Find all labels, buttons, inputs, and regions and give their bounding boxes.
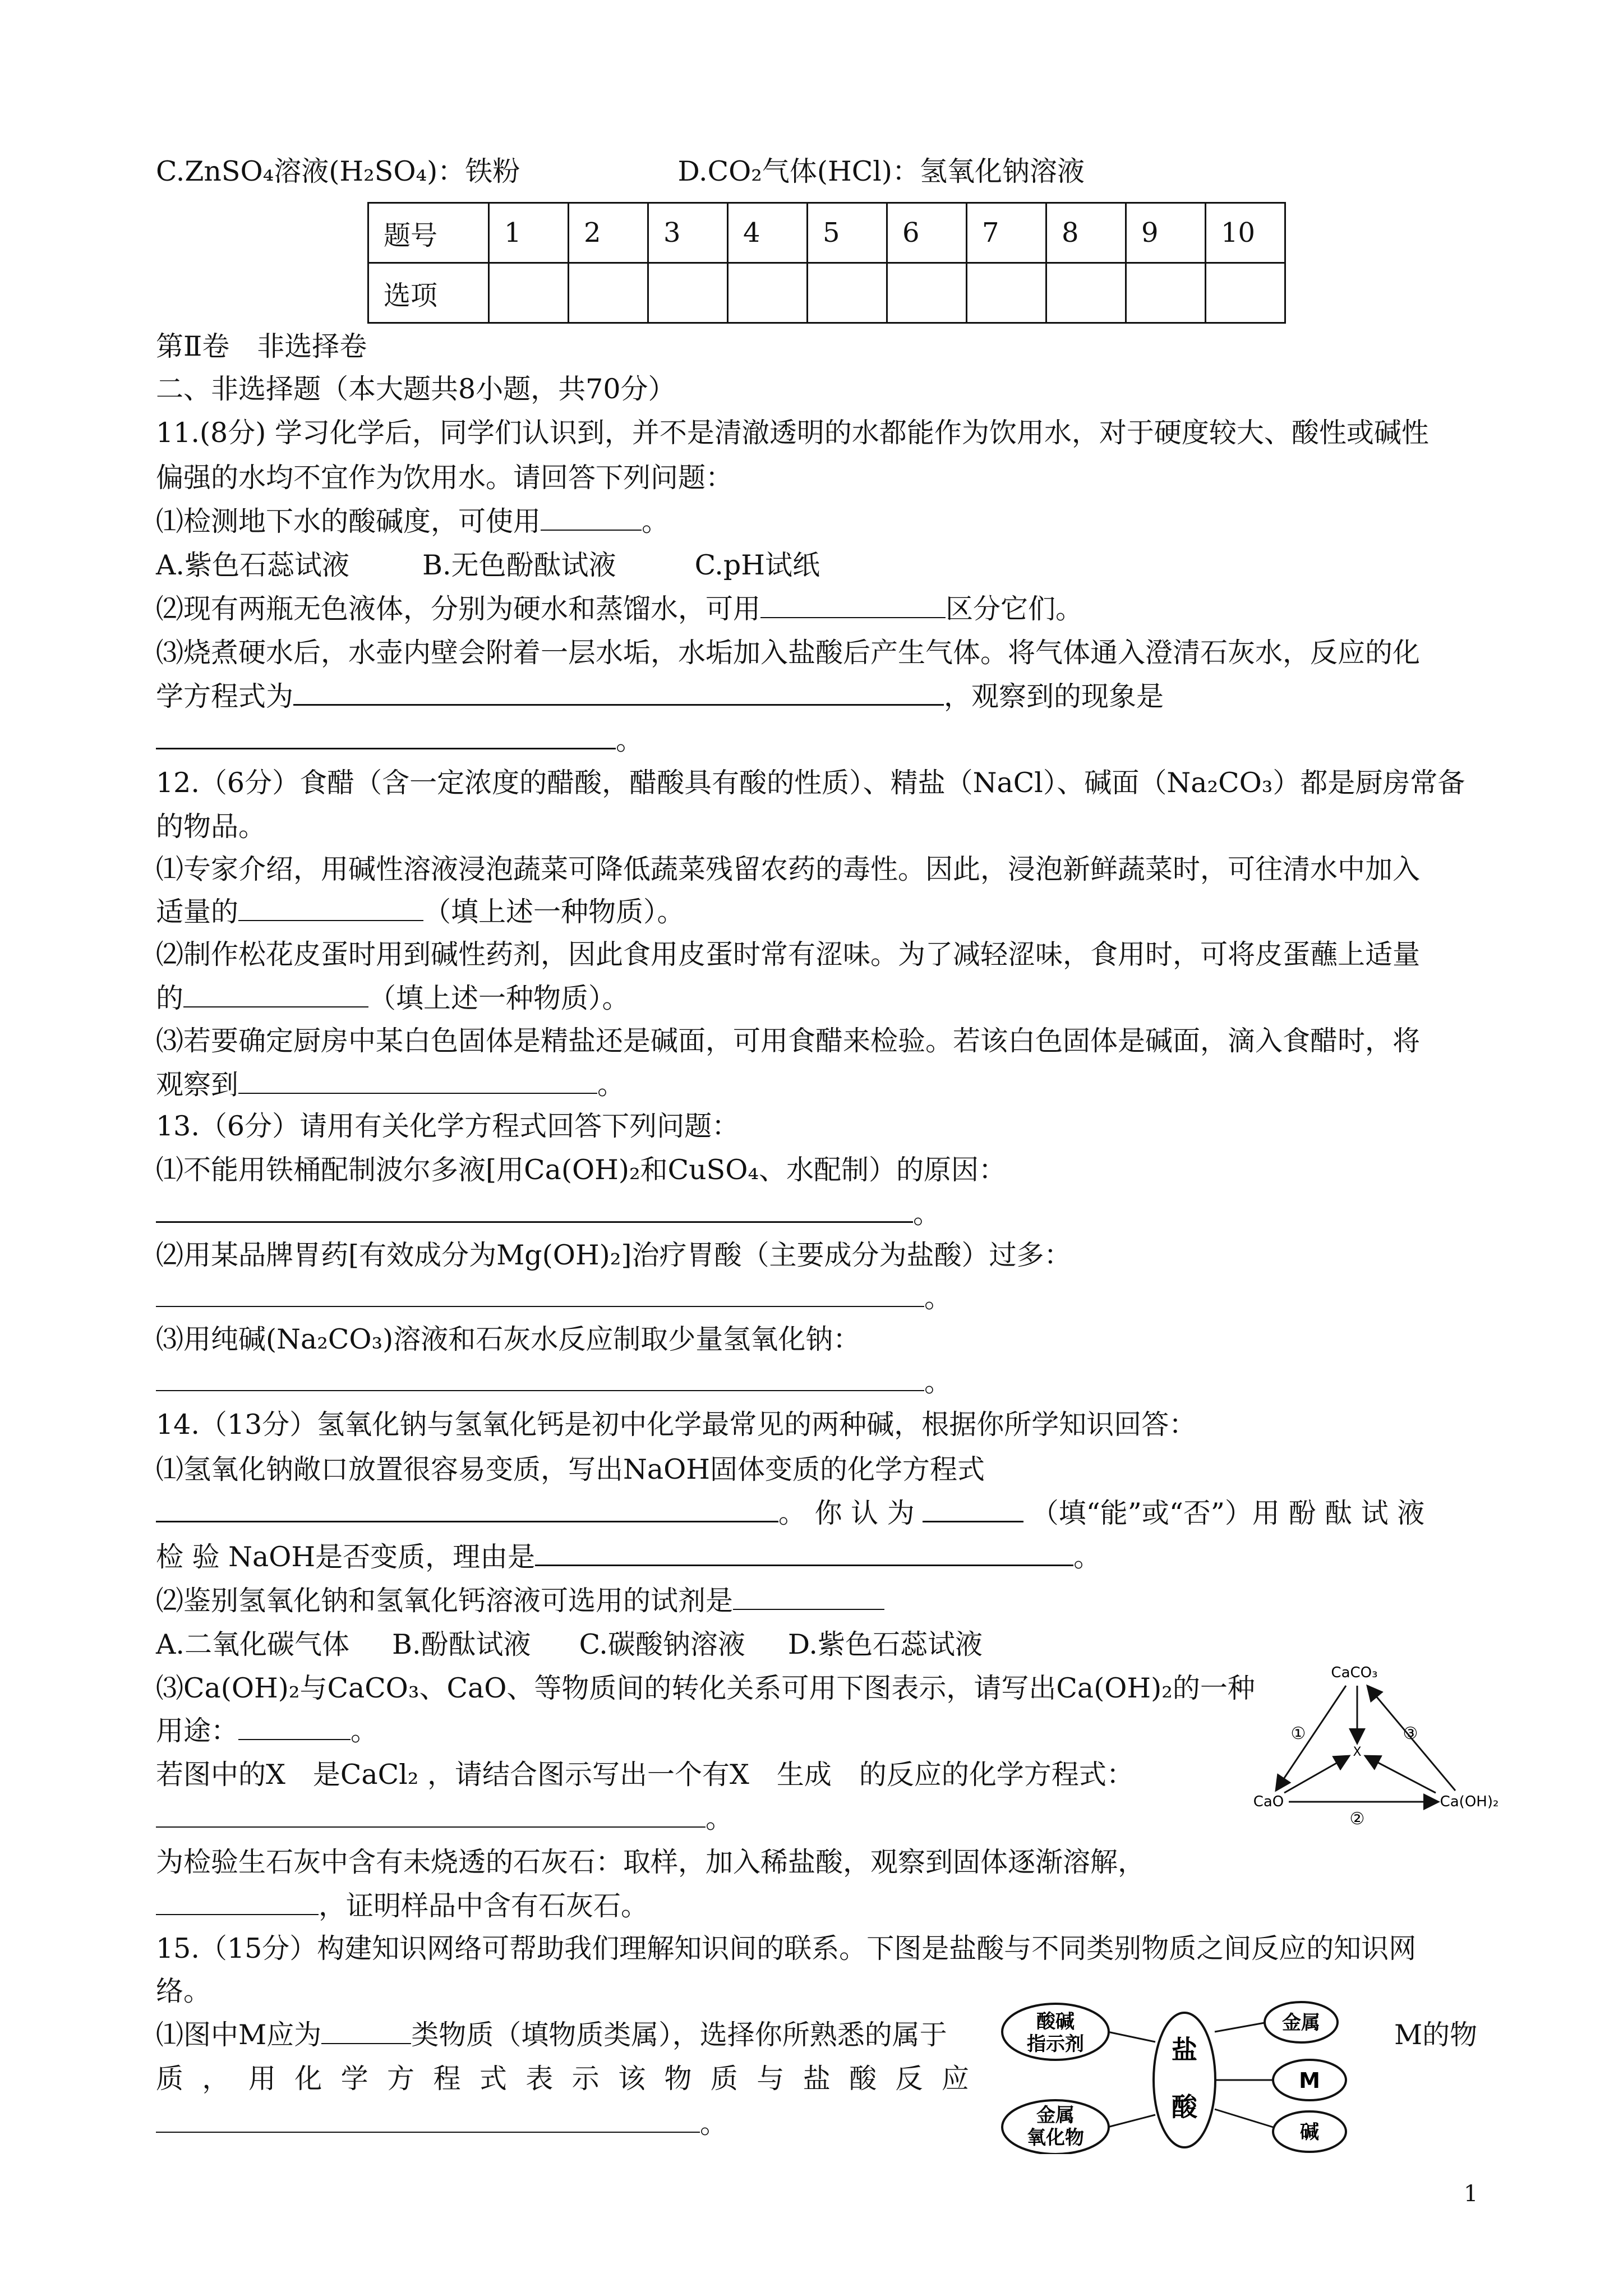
answer-blank[interactable] (321, 2021, 411, 2044)
q12-part2-line2 (156, 982, 630, 1015)
q13-part3-end: 。 (924, 1366, 952, 1398)
table-label-answer: 选项 (368, 263, 489, 323)
q12-part3-text: 观察到 (156, 1069, 239, 1101)
q14-option-d: D.紫色石蕊试液 (787, 1628, 983, 1660)
answer-cell[interactable] (489, 263, 569, 323)
q14-part3-conclusion: ，证明样品中含有石灰石。 (319, 1890, 649, 1922)
table-number-cell: 8 (1046, 203, 1126, 263)
q15-char: 方 (387, 2063, 415, 2095)
q14-part3-line3: 若图中的X 是CaCl₂ ，请结合图示写出一个有X 生成 的反应的化学方程式： (156, 1759, 1134, 1791)
q15-part1-text-b: 类物质（填物质类属），选择你所熟悉的属于 (411, 2019, 947, 2051)
table-number-cell: 7 (967, 203, 1046, 263)
label-x: X (1353, 1745, 1362, 1759)
q12-part1-line1: ⑴专家介绍，用碱性溶液浸泡蔬菜可降低蔬菜残留农药的毒性。因此，浸泡新鲜蔬菜时，可往清水中加入 (156, 853, 1421, 885)
node-base-label: 碱 (1300, 2121, 1319, 2143)
table-number-cell: 3 (648, 203, 728, 263)
knowledge-network-diagram (993, 1997, 1385, 2154)
q15-char: 该 (618, 2063, 646, 2095)
label-caco3: CaCO₃ (1331, 1664, 1378, 1681)
answer-blank[interactable] (156, 1199, 913, 1223)
q13-part2: ⑵用某品牌胃药[有效成分为Mg(OH)₂]治疗胃酸（主要成分为盐酸）过多： (156, 1239, 1072, 1271)
table-number-cell: 6 (887, 203, 967, 263)
q11-stem-line1: 11.(8分) 学习化学后，同学们认识到，并不是清澈透明的水都能作为饮用水，对于硬度较大、酸性或碱性 (156, 417, 1429, 449)
table-number-cell: 9 (1126, 203, 1206, 263)
q15-char: 盐 (803, 2063, 831, 2095)
label-caoh2: Ca(OH)₂ (1440, 1793, 1499, 1810)
answer-cell[interactable] (569, 263, 648, 323)
q14-part3-line4 (156, 1802, 733, 1835)
q14-option-c: C.碳酸钠溶液 (579, 1628, 745, 1660)
q11-part3-line1: ⑶烧煮硬水后，水壶内壁会附着一层水垢，水垢加入盐酸后产生气体。将气体通入澄清石灰水，反应的化 (156, 637, 1421, 669)
q13-part3-answer (156, 1365, 952, 1399)
arrow-caco3-to-cao (1276, 1686, 1346, 1791)
node-indicator-label-2: 指示剂 (1027, 2033, 1084, 2055)
answer-cell[interactable] (1046, 263, 1126, 323)
q13-part2-answer (156, 1281, 952, 1315)
table-number-cell: 5 (808, 203, 887, 263)
answer-blank[interactable] (156, 2109, 700, 2133)
q15-part1-line2 (156, 2062, 969, 2096)
q10-options (156, 155, 1085, 188)
q14-part1-reason-label: 检 验 NaOH是否变质，理由是 (156, 1541, 536, 1573)
q15-char: 反 (895, 2063, 923, 2095)
label-cao: CaO (1253, 1793, 1284, 1810)
q11-part3-text-b: ，观察到的现象是 (944, 680, 1164, 712)
q15-part1-end: 。 (700, 2108, 728, 2139)
page-number: 1 (1464, 2181, 1478, 2207)
q15-part1-text: ⑴图中M应为 (156, 2019, 322, 2051)
answer-blank[interactable] (156, 725, 616, 749)
answer-cell[interactable] (808, 263, 887, 323)
q11-part2-end: 区分它们。 (946, 593, 1083, 625)
q14-part2 (156, 1584, 884, 1618)
answer-blank[interactable] (183, 984, 368, 1007)
answer-blank[interactable] (156, 1498, 778, 1522)
q12-part2-text-b: （填上述一种物质）。 (368, 982, 630, 1014)
q12-part3-end: 。 (597, 1069, 625, 1101)
q11-part3-end: 。 (616, 724, 644, 756)
node-acid-label-2: 酸 (1172, 2092, 1197, 2122)
q11-options (156, 549, 820, 582)
table-number-cell: 2 (569, 203, 648, 263)
q10-option-c: C.ZnSO₄溶液(H₂SO₄)：铁粉 (156, 155, 520, 187)
q15-char: 与 (757, 2063, 785, 2095)
q12-part2-line1: ⑵制作松花皮蛋时用到碱性药剂，因此食用皮蛋时常有涩味。为了减轻涩味，食用时，可将皮蛋蘸上适量 (156, 938, 1421, 970)
q15-char: 质 (156, 2063, 184, 2095)
node-indicator-label-1: 酸碱 (1036, 2010, 1075, 2033)
q11-option-a: A.紫色石蕊试液 (156, 549, 349, 581)
q12-stem-line1: 12.（6分）食醋（含一定浓度的醋酸，醋酸具有酸的性质）、精盐（NaCl）、碱面（Na₂CO₃）都是厨房常备 (156, 767, 1465, 799)
answer-blank[interactable] (541, 507, 642, 531)
q11-part2-text: ⑵现有两瓶无色液体，分别为硬水和蒸馏水，可用 (156, 593, 761, 625)
q12-part3-line2 (156, 1068, 625, 1102)
table-number-cell: 10 (1206, 203, 1285, 263)
answer-blank[interactable] (238, 898, 423, 921)
q14-part2-text: ⑵鉴别氢氧化钠和氢氧化钙溶液可选用的试剂是 (156, 1585, 734, 1617)
part2-title: 第Ⅱ卷 非选择卷 (156, 330, 367, 362)
answer-cell[interactable] (887, 263, 967, 323)
q15-char: 式 (479, 2063, 507, 2095)
arrow-caoh2-to-x (1365, 1756, 1436, 1793)
q14-part3-line1: ⑶Ca(OH)₂与CaCO₃、CaO、等物质间的转化关系可用下图表示，请写出Ca(OH)₂的一种 (156, 1672, 1255, 1704)
q11-option-b: B.无色酚酞试液 (422, 549, 616, 581)
answer-table (367, 202, 1286, 324)
answer-cell[interactable] (967, 263, 1046, 323)
q14-part1-line2 (156, 1497, 1424, 1530)
q14-option-a: A.二氧化碳气体 (156, 1628, 349, 1660)
arrow-cao-to-x (1284, 1756, 1349, 1793)
q14-option-b: B.酚酞试液 (391, 1628, 531, 1660)
label-reaction-1: ① (1290, 1724, 1306, 1743)
q14-part2-options (156, 1628, 983, 1662)
answer-blank[interactable] (156, 1283, 924, 1307)
q15-char: 应 (941, 2063, 969, 2095)
answer-cell[interactable] (648, 263, 728, 323)
q13-part1-answer (156, 1197, 940, 1231)
label-reaction-2: ② (1349, 1809, 1365, 1829)
q14-part3-use-label: 用途： (156, 1715, 239, 1747)
q14-stem: 14.（13分）氢氧化钠与氢氧化钙是初中化学最常见的两种碱，根据你所学知识回答： (156, 1409, 1197, 1441)
answer-cell[interactable] (1206, 263, 1285, 323)
label-reaction-3: ③ (1403, 1724, 1418, 1743)
q11-part3-text: 学方程式为 (156, 680, 294, 712)
q15-part1-line3 (156, 2107, 727, 2141)
q13-part2-end: 。 (924, 1282, 952, 1314)
q13-part1: ⑴不能用铁桶配制波尔多液[用Ca(OH)₂和CuSO₄、水配制）的原因： (156, 1154, 1007, 1186)
q12-part3-line1: ⑶若要确定厨房中某白色固体是精盐还是碱面，可用食醋来检验。若该白色固体是碱面，滴入食醋时，将 (156, 1025, 1421, 1057)
q13-part3: ⑶用纯碱(Na₂CO₃)溶液和石灰水反应制取少量氢氧化钠： (156, 1323, 861, 1355)
q14-part3-use-end: 。 (351, 1715, 379, 1747)
answer-blank[interactable] (238, 1070, 597, 1094)
answer-cell[interactable] (1126, 263, 1206, 323)
q15-char: 化 (294, 2063, 322, 2095)
q15-part1-m: M的物 (1394, 2019, 1478, 2051)
q11-part2 (156, 592, 1083, 626)
q10-option-d: D.CO₂气体(HCl)：氢氧化钠溶液 (677, 155, 1085, 187)
q14-part3-line6 (156, 1889, 648, 1923)
q11-stem-line2: 偏强的水均不宜作为饮用水。请回答下列问题： (156, 462, 734, 494)
q13-stem: 13.（6分）请用有关化学方程式回答下列问题： (156, 1110, 740, 1142)
q12-part1-text: 适量的 (156, 896, 239, 928)
q14-part1-end: 。 (1073, 1541, 1101, 1573)
table-label-question-number: 题号 (368, 203, 489, 263)
node-metal-oxide-label-2: 氧化物 (1027, 2127, 1084, 2149)
answer-blank[interactable] (733, 1586, 884, 1610)
q14-part3-line2 (156, 1714, 378, 1748)
answer-blank[interactable] (923, 1498, 1023, 1522)
q15-char: 物 (664, 2063, 692, 2095)
q11-option-c: C.pH试纸 (694, 549, 820, 581)
node-hydrochloric-acid (1154, 2013, 1215, 2147)
q12-part2-text: 的 (156, 982, 184, 1014)
q13-part1-end: 。 (913, 1198, 941, 1230)
q11-part1 (156, 505, 669, 539)
q14-part1-line3 (156, 1540, 1101, 1574)
part2-heading: 二、非选择题（本大题共8小题，共70分） (156, 373, 676, 405)
answer-blank[interactable] (156, 1804, 706, 1828)
q15-char: 用 (248, 2063, 276, 2095)
q14-part1-line1: ⑴氢氧化钠敞口放置很容易变质，写出NaOH固体变质的化学方程式 (156, 1453, 985, 1485)
answer-blank[interactable] (760, 595, 946, 618)
answer-blank[interactable] (535, 1542, 1073, 1566)
answer-table-answer-row (368, 263, 1285, 323)
q12-part1-line2 (156, 895, 685, 929)
q15-char: 表 (525, 2063, 554, 2095)
q14-part1-text: 。 你 认 为 (778, 1497, 915, 1529)
q14-part3-line5: 为检验生石灰中含有未烧透的石灰石：取样，加入稀盐酸，观察到固体逐渐溶解， (156, 1846, 1146, 1878)
q15-char: 质 (710, 2063, 738, 2095)
q14-part3-eq-end: 。 (706, 1802, 734, 1834)
q15-stem-line1: 15.（15分）构建知识网络可帮助我们理解知识间的联系。下图是盐酸与不同类别物质之间反应的知识网 (156, 1932, 1417, 1964)
answer-blank[interactable] (156, 1892, 319, 1915)
q14-part1-text-b: （填“能”或“否”）用 酚 酞 试 液 (1031, 1497, 1425, 1529)
answer-blank[interactable] (156, 1368, 924, 1391)
answer-cell[interactable] (728, 263, 808, 323)
answer-blank[interactable] (293, 682, 944, 706)
answer-table-header-row (368, 203, 1285, 263)
node-metal-label: 金属 (1282, 2012, 1320, 2034)
q11-part1-end: 。 (642, 505, 670, 537)
q15-char: 酸 (849, 2063, 877, 2095)
q15-char: 示 (571, 2063, 600, 2095)
q15-char: 程 (433, 2063, 461, 2095)
q15-stem-line2: 络。 (156, 1975, 211, 2007)
table-number-cell: 1 (489, 203, 569, 263)
q11-part3-line3 (156, 724, 643, 757)
q12-part1-text-b: （填上述一种物质）。 (423, 896, 685, 928)
q11-part3-line2 (156, 680, 1164, 714)
node-m-label: M (1299, 2068, 1320, 2093)
node-metal-oxide-label-1: 金属 (1036, 2104, 1075, 2127)
table-number-cell: 4 (728, 203, 808, 263)
conversion-diagram (1245, 1660, 1503, 1829)
answer-blank[interactable] (238, 1717, 351, 1740)
q15-char: ， (202, 2063, 230, 2095)
q15-char: 学 (340, 2063, 368, 2095)
arrow-caoh2-to-caco3 (1367, 1686, 1455, 1791)
q15-part1-line1 (156, 2018, 947, 2052)
q11-part1-text: ⑴检测地下水的酸碱度，可使用 (156, 505, 541, 537)
node-acid-label-1: 盐 (1172, 2035, 1197, 2065)
q12-stem-line2: 的物品。 (156, 811, 266, 843)
